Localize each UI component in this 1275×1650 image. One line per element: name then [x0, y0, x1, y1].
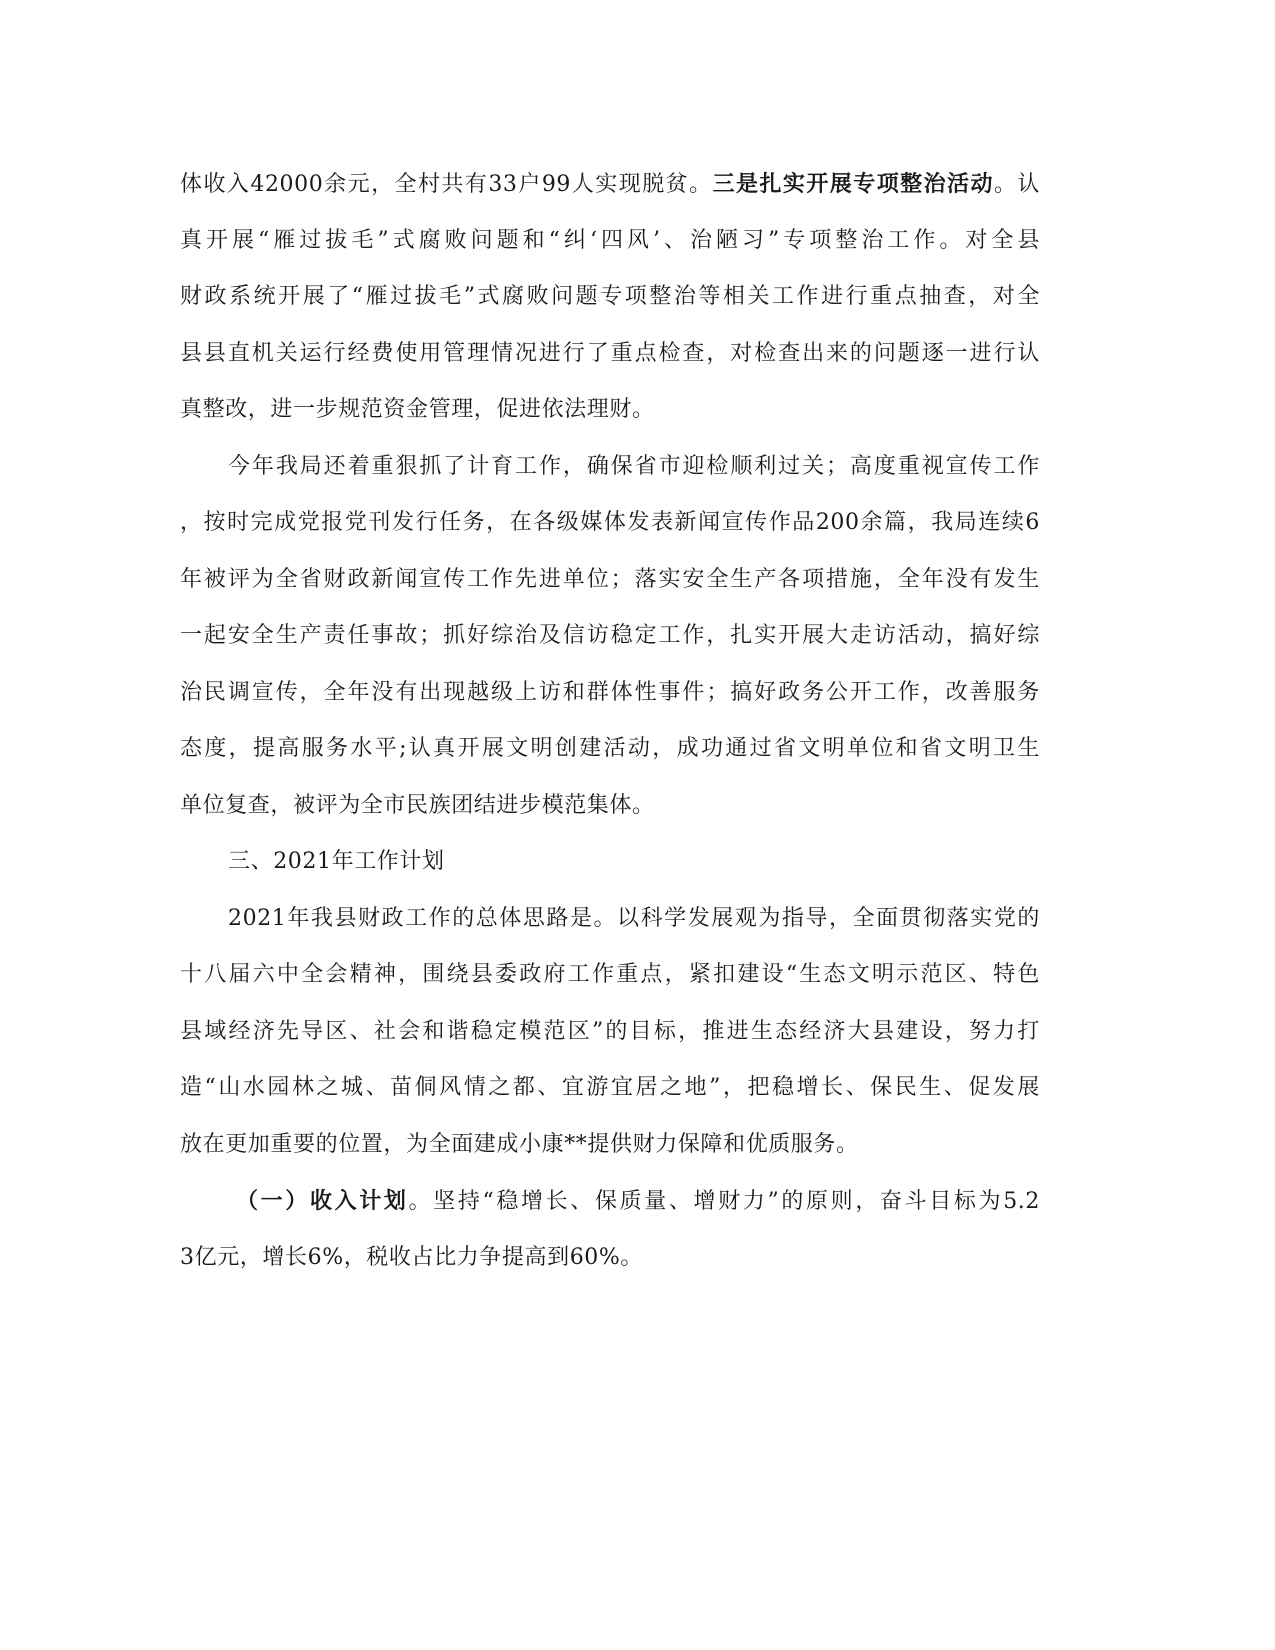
paragraph-line: ，按时完成党报党刊发行任务，在各级媒体发表新闻宣传作品200余篇，我局连续6 [180, 510, 1040, 535]
section-heading: 三、2021年工作计划 [228, 849, 445, 874]
paragraph-line: 十八届六中全会精神，围绕县委政府工作重点，紧扣建设“生态文明示范区、特色 [180, 962, 1040, 987]
paragraph-line: 真整改，进一步规范资金管理，促进依法理财。 [180, 397, 655, 422]
text-run: 。认 [993, 172, 1041, 197]
paragraph-line: 今年我局还着重狠抓了计育工作，确保省市迎检顺利过关；高度重视宣传工作 [228, 454, 1040, 479]
paragraph-line: 造“山水园林之城、苗侗风情之都、宜游宜居之地”，把稳增长、保民生、促发展 [180, 1075, 1040, 1100]
paragraph-line: 3亿元，增长6%，税收占比力争提高到60%。 [180, 1245, 643, 1270]
paragraph-line: 治民调宣传，全年没有出现越级上访和群体性事件；搞好政务公开工作，改善服务 [180, 680, 1040, 705]
paragraph-line: 年被评为全省财政新闻宣传工作先进单位；落实安全生产各项措施，全年没有发生 [180, 567, 1040, 592]
paragraph-line [180, 169, 1040, 200]
paragraph-line: 财政系统开展了“雁过拔毛”式腐败问题专项整治等相关工作进行重点抽查，对全 [180, 284, 1040, 309]
paragraph-line: 2021年我县财政工作的总体思路是。以科学发展观为指导，全面贯彻落实党的 [228, 906, 1040, 931]
bold-heading-run: （一）收入计划 [236, 1188, 409, 1214]
text-run: 体收入42000余元，全村共有33户99人实现脱贫。 [180, 172, 713, 197]
bold-heading-run: 三是扎实开展专项整治活动 [712, 171, 994, 197]
paragraph-line: 县县直机关运行经费使用管理情况进行了重点检查，对检查出来的问题逐一进行认 [180, 341, 1040, 366]
paragraph-line: 一起安全生产责任事故；抓好综治及信访稳定工作，扎实开展大走访活动，搞好综 [180, 623, 1040, 648]
paragraph-line: 县域经济先导区、社会和谐稳定模范区”的目标，推进生态经济大县建设，努力打 [180, 1019, 1040, 1044]
paragraph-line [236, 1186, 1040, 1217]
paragraph-line: 真开展“雁过拔毛”式腐败问题和“纠‘四风’、治陋习”专项整治工作。对全县 [180, 228, 1040, 253]
paragraph-line: 态度，提高服务水平;认真开展文明创建活动，成功通过省文明单位和省文明卫生 [180, 736, 1040, 761]
text-run: 。坚持“稳增长、保质量、增财力”的原则，奋斗目标为5.2 [408, 1189, 1040, 1214]
paragraph-line: 放在更加重要的位置，为全面建成小康**提供财力保障和优质服务。 [180, 1132, 859, 1157]
paragraph-line: 单位复查，被评为全市民族团结进步模范集体。 [180, 793, 655, 818]
